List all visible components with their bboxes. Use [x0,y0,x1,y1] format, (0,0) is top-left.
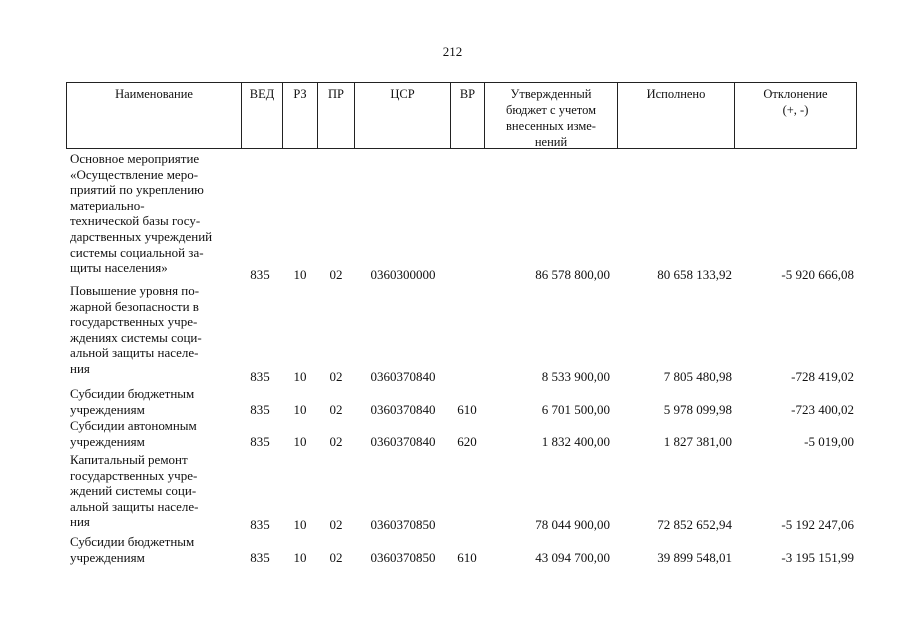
row-csr: 0360370840 [370,434,436,449]
row-pr: 02 [329,267,343,282]
row-name-line: Субсидии бюджетным [70,386,195,401]
row-executed: 5 978 099,98 [663,402,732,417]
row-deviation: -3 195 151,99 [781,550,854,565]
row-name-line: альной защиты населе- [70,498,199,514]
row-vr: 610 [457,402,477,417]
row-vr: 620 [457,434,477,449]
row-pr: 02 [329,402,343,417]
row-name-line: «Осуществление меро- [70,166,199,182]
row-name-line: Субсидии автономным [70,418,197,433]
header-budget-line: Утвержденный [510,87,592,101]
row-name-line: системы социальной за- [70,244,204,260]
row-executed: 7 805 480,98 [663,369,732,384]
header-deviation-line: (+, -) [782,103,809,117]
row-name-line: Повышение уровня по- [70,283,200,298]
row-name-line: ния [70,514,90,530]
header-executed: Исполнено [617,82,734,149]
row-deviation: -723 400,02 [791,402,854,417]
row-name [70,452,245,530]
row-budget: 6 701 500,00 [541,402,610,417]
row-name-line: жарной безопасности в [70,298,199,314]
row-pr: 02 [329,517,343,532]
row-ved: 835 [250,434,270,449]
row-name [70,534,245,565]
header-pr: ПР [317,82,354,149]
row-pr: 02 [329,550,343,565]
row-deviation: -728 419,02 [791,369,854,384]
row-name-line: Субсидии бюджетным [70,534,195,549]
row-deviation: -5 920 666,08 [781,267,854,282]
row-name-line: ния [70,360,90,376]
row-pr: 02 [329,369,343,384]
row-vr: 610 [457,550,477,565]
row-budget: 1 832 400,00 [541,434,610,449]
row-ved: 835 [250,402,270,417]
row-rz: 10 [293,517,307,532]
row-executed: 80 658 133,92 [657,267,732,282]
row-budget: 43 094 700,00 [535,550,610,565]
row-rz: 10 [293,434,307,449]
page-number: 212 [442,44,463,59]
row-name-line: ждений системы соци- [70,483,197,499]
row-name-line: Капитальный ремонт [70,452,188,467]
header-budget-line: бюджет с учетом [505,103,596,117]
header-csr: ЦСР [354,82,450,149]
header-name: Наименование [66,82,241,149]
row-ved: 835 [250,267,270,282]
row-ved: 835 [250,369,270,384]
row-ved: 835 [250,517,270,532]
row-executed: 1 827 381,00 [663,434,732,449]
header-vr: ВР [450,82,484,149]
row-executed: 39 899 548,01 [657,550,732,565]
row-csr: 0360370840 [370,369,436,384]
row-name-line: государственных учре- [70,467,198,483]
header-budget [484,82,617,149]
row-budget: 78 044 900,00 [535,517,610,532]
row-deviation: -5 192 247,06 [781,517,854,532]
row-name [70,283,245,377]
row-name-line: технической базы госу- [70,213,201,229]
row-deviation: -5 019,00 [804,434,854,449]
row-name-line: щиты населения» [70,260,168,276]
row-csr: 0360370850 [370,550,436,565]
row-name-line: приятий по укреплению [70,182,204,198]
header-budget-line: нений [534,135,568,149]
row-name [70,386,245,417]
row-rz: 10 [293,402,307,417]
row-csr: 0360300000 [370,267,436,282]
row-budget: 8 533 900,00 [541,369,610,384]
row-budget: 86 578 800,00 [535,267,610,282]
row-name [70,418,245,449]
row-name-line: материально- [70,197,145,213]
row-name-line: учреждениям [70,401,145,417]
row-name-line: дарственных учреждений [70,228,213,244]
header-ved: ВЕД [241,82,282,149]
row-rz: 10 [293,369,307,384]
row-name-line: Основное мероприятие [70,151,200,166]
row-rz: 10 [293,550,307,565]
row-name-line: ждениях системы соци- [70,329,202,345]
row-name-line: альной защиты населе- [70,345,199,361]
row-csr: 0360370850 [370,517,436,532]
header-rz: РЗ [282,82,317,149]
row-csr: 0360370840 [370,402,436,417]
row-name-line: учреждениям [70,433,145,449]
row-name-line: государственных учре- [70,314,198,330]
row-name [70,151,245,276]
header-budget-line: внесенных изме- [506,119,596,133]
row-rz: 10 [293,267,307,282]
row-ved: 835 [250,550,270,565]
row-name-line: учреждениям [70,549,145,565]
row-executed: 72 852 652,94 [657,517,732,532]
header-deviation [734,82,857,149]
header-deviation-line: Отклонение [763,87,828,101]
row-pr: 02 [329,434,343,449]
